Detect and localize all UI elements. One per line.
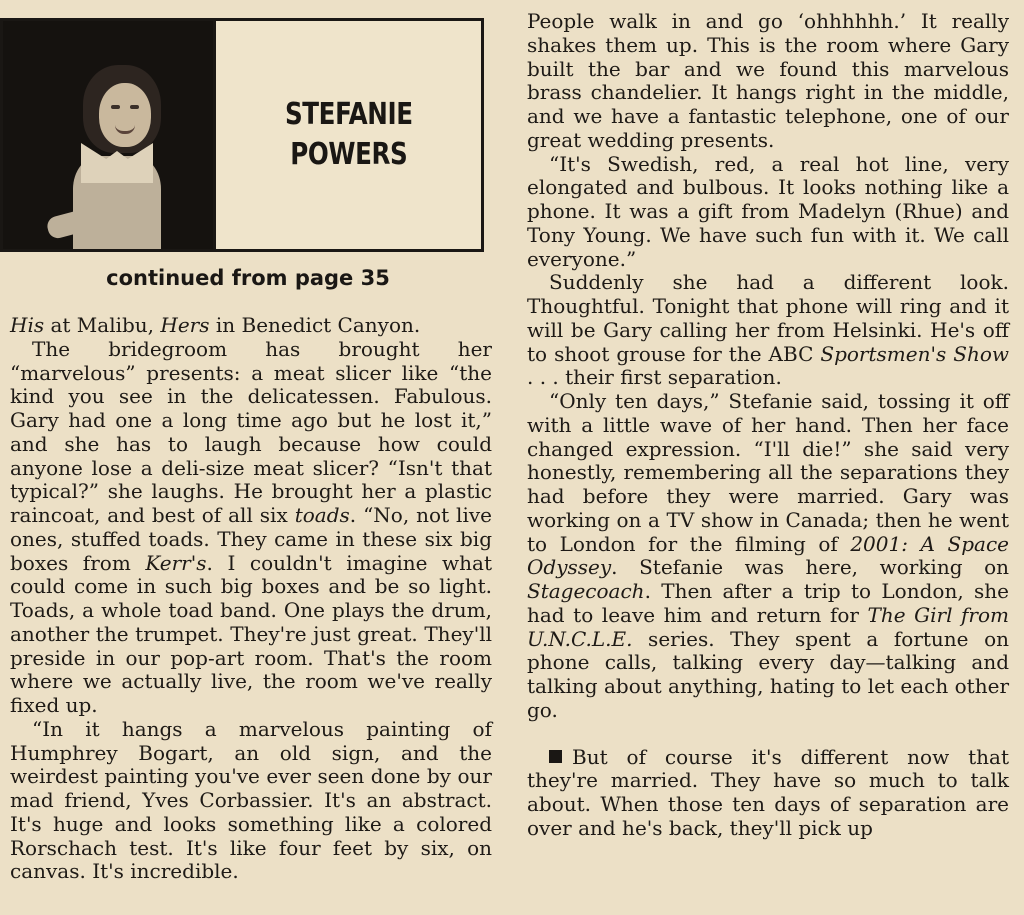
paragraph: People walk in and go ‘ohhhhhh.’ It really shakes them up. This is the room where Gary built the bar and we found this marvelous brass chandelier. It hangs right in the middle, and we have a fantastic telephone, one of our great wedding presents.: [527, 9, 1009, 152]
right-text-column: [527, 10, 1009, 841]
paragraph: His at Malibu, Hers in Benedict Canyon.: [10, 313, 421, 337]
section-square-icon: [549, 750, 562, 763]
article-header-box: [0, 18, 484, 252]
paragraph: “It's Swedish, red, a real hot line, very elongated and bulbous. It looks nothing like a phone. It was a gift from Madelyn (Rhue) and Tony Young. We have such fun with it. We call everyone.”: [527, 151, 1009, 271]
name-panel: [216, 21, 481, 249]
title-line-2: POWERS: [289, 137, 408, 172]
title-line-1: STEFANIE: [284, 97, 413, 132]
left-text-column: [10, 314, 492, 884]
portrait-photo: [3, 21, 216, 249]
article-title: [285, 95, 413, 175]
continued-note: continued from page 35: [106, 266, 390, 290]
paragraph: The bridegroom has brought her “marvelous” presents: a meat slicer like “the kind you see in the delicatessen. Fabulous. Gary had one a long time ago but he lost it,” and she has to laugh because how could anyone lose a deli-size meat slicer? “Isn't that typical?” she laughs. He brought her a plastic raincoat, and best of all six toads. “No, not live ones, stuffed toads. They came in these six big boxes from Kerr's. I couldn't imagine what could come in such big boxes and be so light. Toads, a whole toad band. One plays the drum, another the trumpet. They're just great. They'll preside in our pop-art room. That's the room where we actually live, the room we've really fixed up.: [10, 336, 493, 717]
paragraph: Suddenly she had a different look. Thoughtful. Tonight that phone will ring and it will be Gary calling her from Helsinki. He's off to shoot grouse for the ABC Sportsmen's Show . . . their first separation.: [527, 270, 1009, 390]
paragraph: “In it hangs a marvelous painting of Humphrey Bogart, an old sign, and the weirdest painting you've ever seen done by our mad friend, Yves Corbassier. It's an abstract. It's huge and looks something like a colored Rorschach test. It's like four feet by six, on canvas. It's incredible.: [10, 716, 492, 884]
paragraph: “Only ten days,” Stefanie said, tossing it off with a little wave of her hand. Then her face changed expression. “I'll die!” she said very honestly, remembering all the separations they had before they were married. Gary was working on a TV show in Canada; then he went to London for the filming of 2001: A Space Odyssey. Stefanie was here, working on Stagecoach. Then after a trip to London, she had to leave him and return for The Girl from U.N.C.L.E. series. They spent a fortune on phone calls, talking every day—talking and talking about anything, hating to let each other go.: [527, 389, 1009, 722]
paragraph: But of course it's different now that they're married. They have so much to talk about. When those ten days of separation are over and he's back, they'll pick up: [527, 744, 1009, 840]
